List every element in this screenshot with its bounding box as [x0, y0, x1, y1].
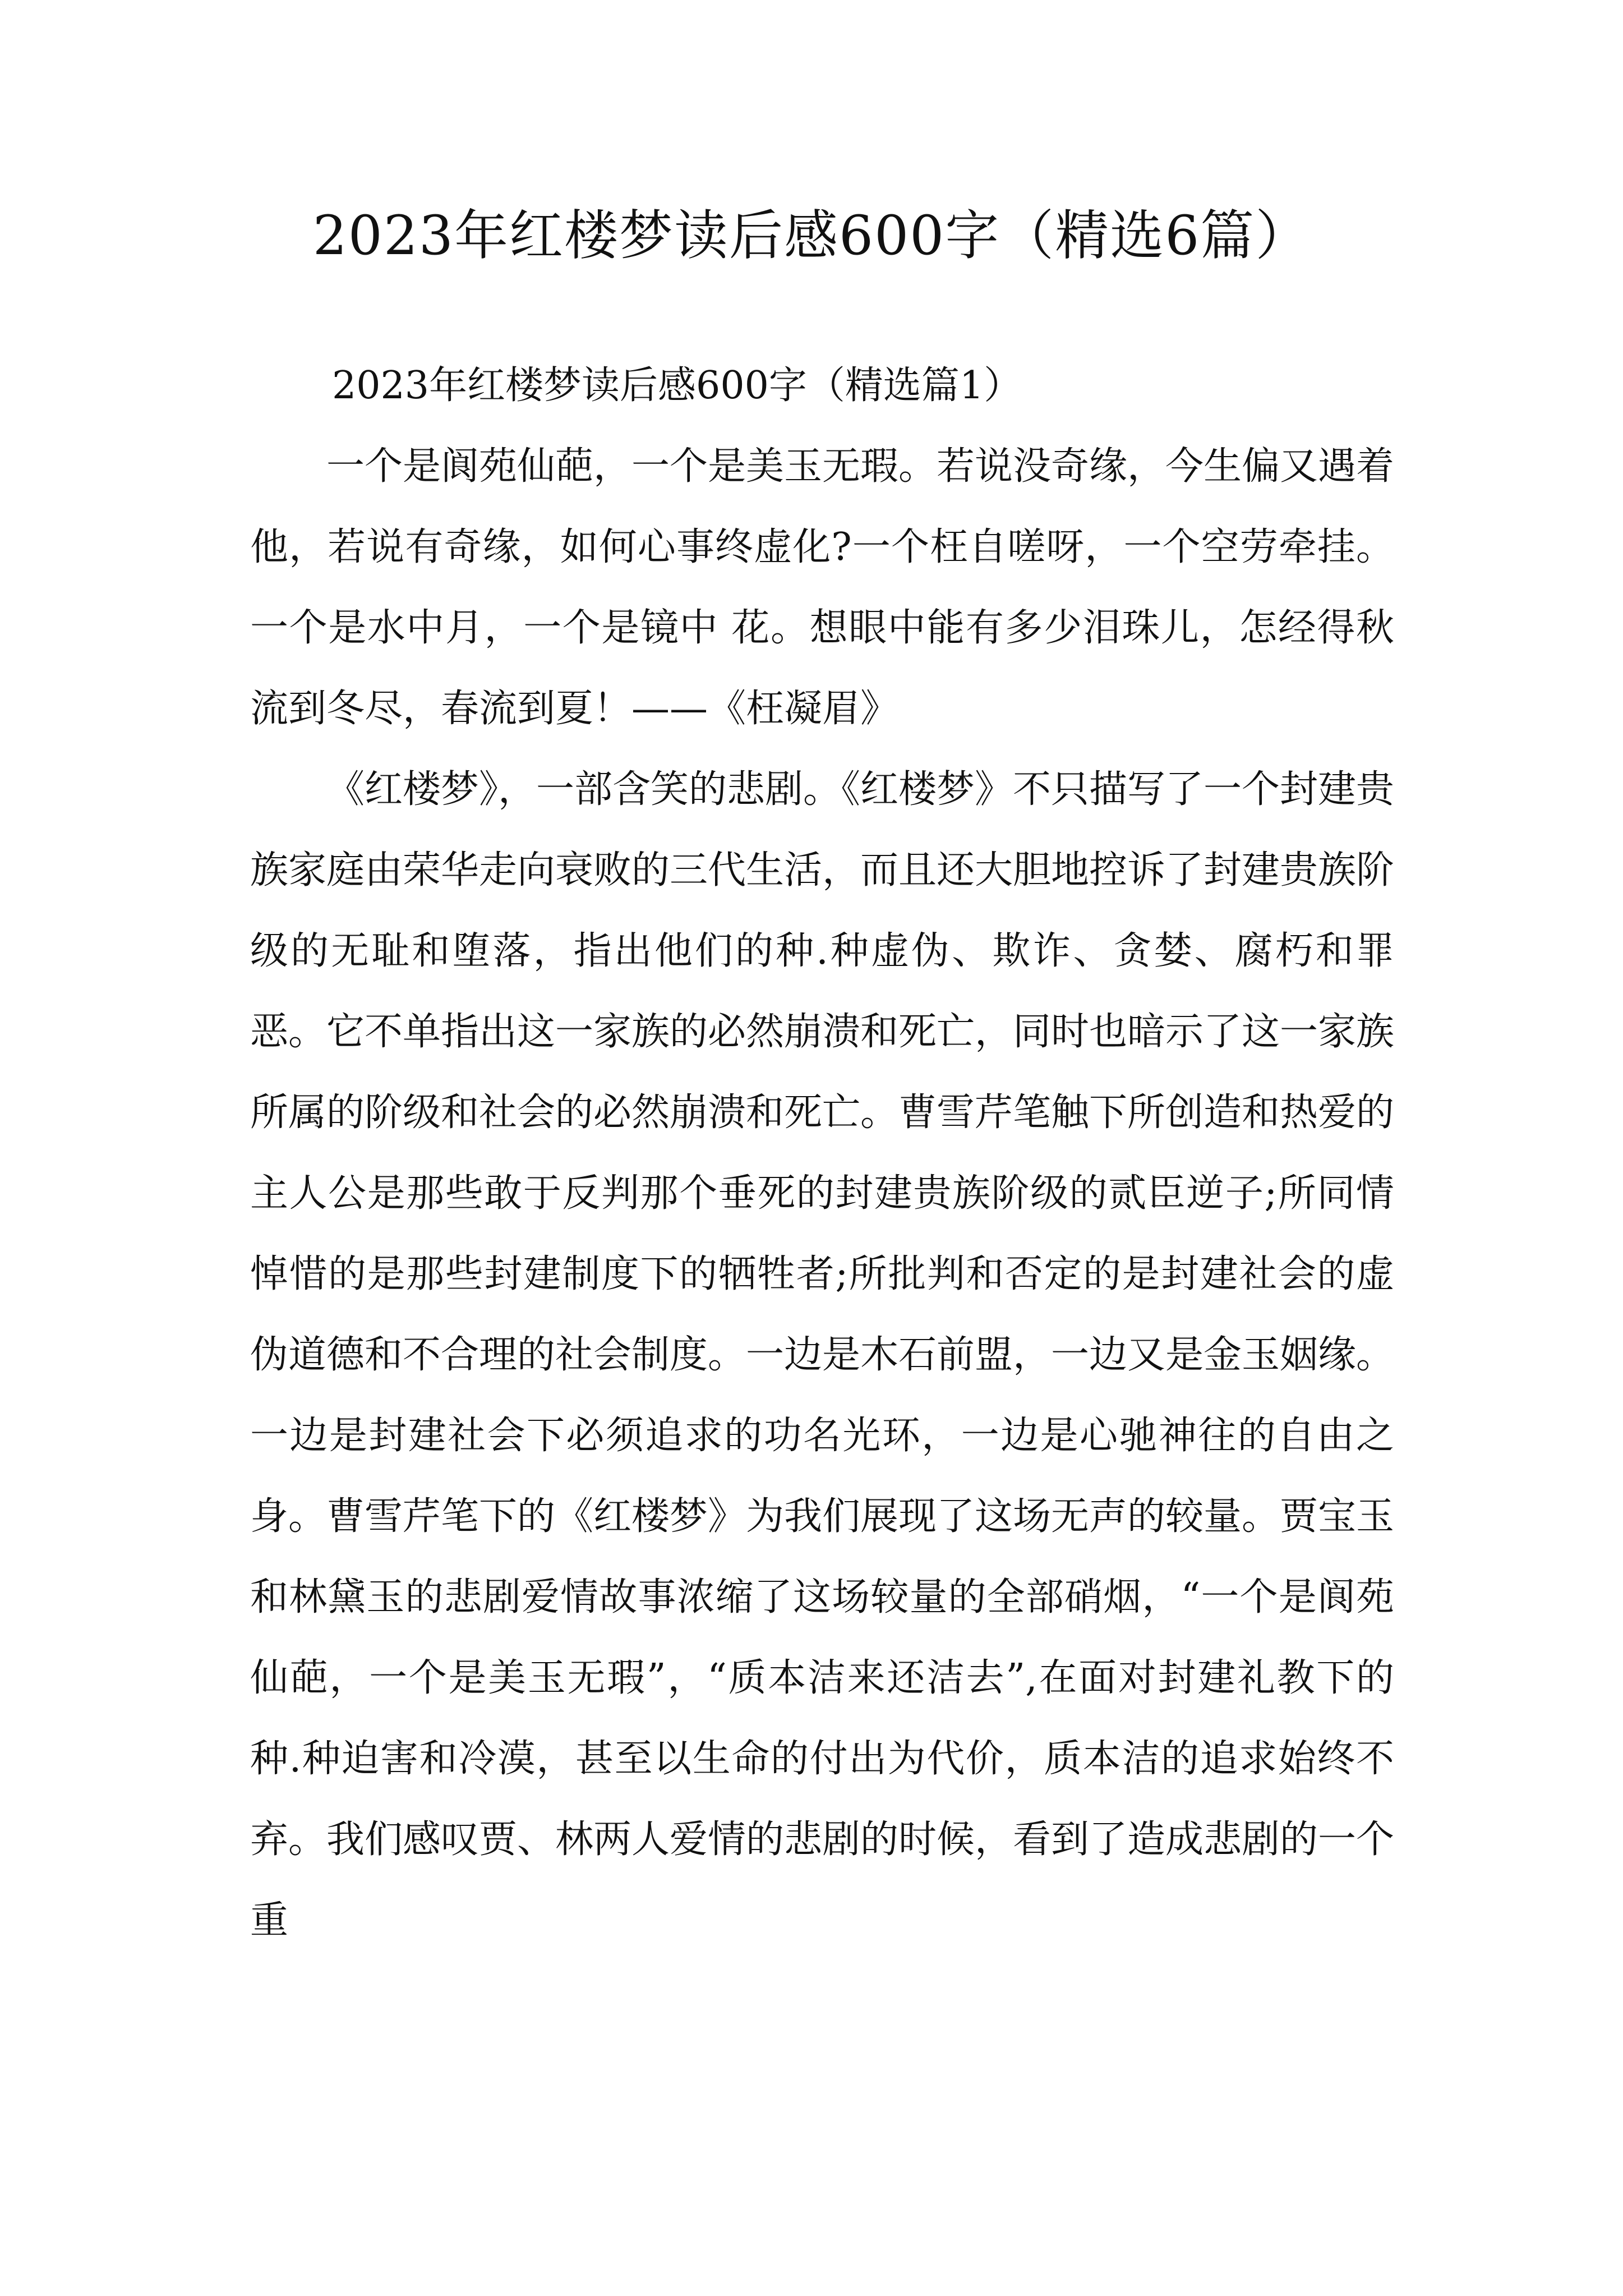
paragraph-poem: 一个是阆苑仙葩，一个是美玉无瑕。若说没奇缘，今生偏又遇着他，若说有奇缘，如何心事终虚化?一个枉自嗟呀，一个空劳牵挂。一个是水中月，一个是镜中 花。想眼中能有多少泪珠儿，怎经得秋流到冬尽，春流到夏！——《枉凝眉》 [250, 444, 1395, 731]
document-body [250, 346, 1394, 1961]
section-heading: 2023年红楼梦读后感600字（精选篇1） [332, 364, 1022, 408]
document-title: 2023年红楼梦读后感600字（精选6篇） [312, 204, 1311, 267]
paragraph-essay: 《红楼梦》，一部含笑的悲剧。《红楼梦》不只描写了一个封建贵族家庭由荣华走向衰败的三代生活，而且还大胆地控诉了封建贵族阶级的无耻和堕落，指出他们的种.种虚伪、欺诈、贪婪、腐朽和罪恶。它不单指出这一家族的必然崩溃和死亡，同时也暗示了这一家族所属的阶级和社会的必然崩溃和死亡。曹雪芹笔触下所创造和热爱的主人公是那些敢于反判那个垂死的封建贵族阶级的贰臣逆子;所同情悼惜的是那些封建制度下的牺牲者;所批判和否定的是封建社会的虚伪道德和不合理的社会制度。一边是木石前盟，一边又是金玉姻缘。一边是封建社会下必须追求的功名光环，一边是心驰神往的自由之身。曹雪芹笔下的《红楼梦》为我们展现了这场无声的较量。贾宝玉和林黛玉的悲剧爱情故事浓缩了这场较量的全部硝烟，“一个是阆苑仙葩，一个是美玉无瑕”，“质本洁来还洁去”,在面对封建礼教下的种.种迫害和冷漠，甚至以生命的付出为代价，质本洁的追求始终不弃。我们感叹贾、林两人爱情的悲剧的时候，看到了造成悲剧的一个重 [250, 767, 1395, 1943]
